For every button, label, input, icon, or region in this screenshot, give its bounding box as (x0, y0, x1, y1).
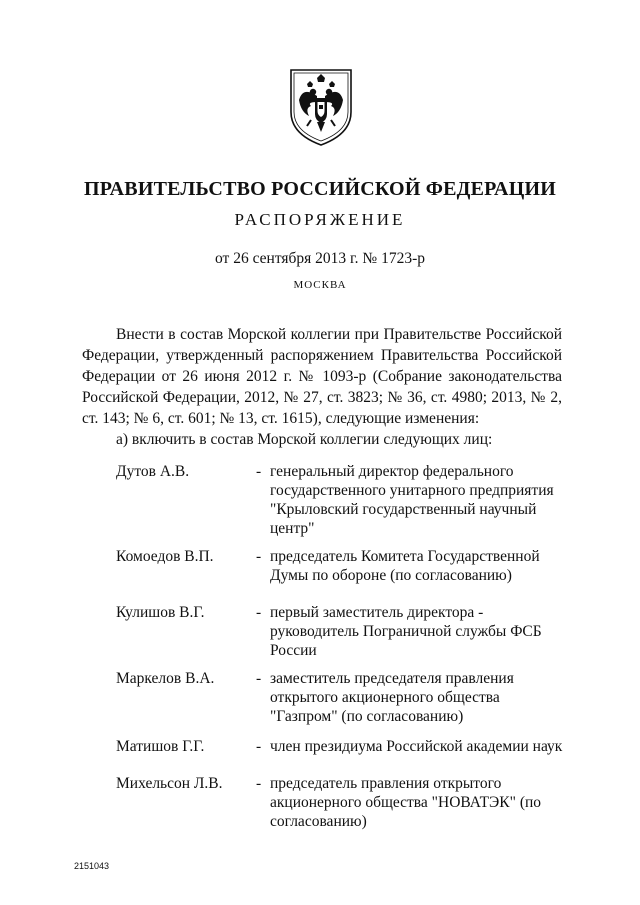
member-name: Дутов А.В. (116, 463, 190, 480)
member-role: член президиума Российской академии наук (270, 738, 563, 755)
member-name: Матишов Г.Г. (116, 738, 205, 755)
member-name: Михельсон Л.В. (116, 775, 223, 792)
member-dash: - (256, 670, 262, 687)
coat-of-arms-emblem (287, 66, 355, 148)
member-role: председатель правления открытого акционерного общества "НОВАТЭК" (по согласованию) (270, 775, 542, 830)
member-dash: - (256, 738, 262, 755)
member-name: Кулишов В.Г. (116, 604, 205, 621)
document-footer-code: 2151043 (74, 861, 110, 871)
document-date-number: от 26 сентября 2013 г. № 1723-р (215, 250, 425, 267)
member-role: первый заместитель директора - руководитель Пограничной службы ФСБ России (270, 604, 542, 659)
intro-paragraph: Внести в состав Морской коллегии при Правительстве Российской Федерации, утвержденный распоряжением Правительства Российской Федерации от 26 июня 2012 г. № 1093-р (Собрание законодательства Российской Федерации, 2012, № 27, ст. 3823; № 36, ст. 4980; 2013, № 2, ст. 143; № 6, ст. 601; № 13, ст. 1615), следующие изменения: (82, 326, 562, 427)
issue-city: МОСКВА (293, 279, 347, 291)
subpoint-a: а) включить в состав Морской коллегии следующих лиц: (116, 431, 493, 448)
member-name: Маркелов В.А. (116, 670, 215, 687)
document-type: РАСПОРЯЖЕНИЕ (234, 210, 406, 229)
member-dash: - (256, 604, 262, 621)
member-role: заместитель председателя правления открытого акционерного общества "Газпром" (по согласованию) (270, 670, 514, 725)
member-dash: - (256, 463, 262, 480)
member-dash: - (256, 548, 262, 565)
member-dash: - (256, 775, 262, 792)
member-role: генеральный директор федерального государственного унитарного предприятия "Крыловский государственный научный центр" (270, 463, 554, 537)
member-role: председатель Комитета Государственной Думы по обороне (по согласованию) (270, 548, 540, 584)
organization-title: ПРАВИТЕЛЬСТВО РОССИЙСКОЙ ФЕДЕРАЦИИ (84, 178, 556, 200)
member-name: Комоедов В.П. (116, 548, 214, 565)
